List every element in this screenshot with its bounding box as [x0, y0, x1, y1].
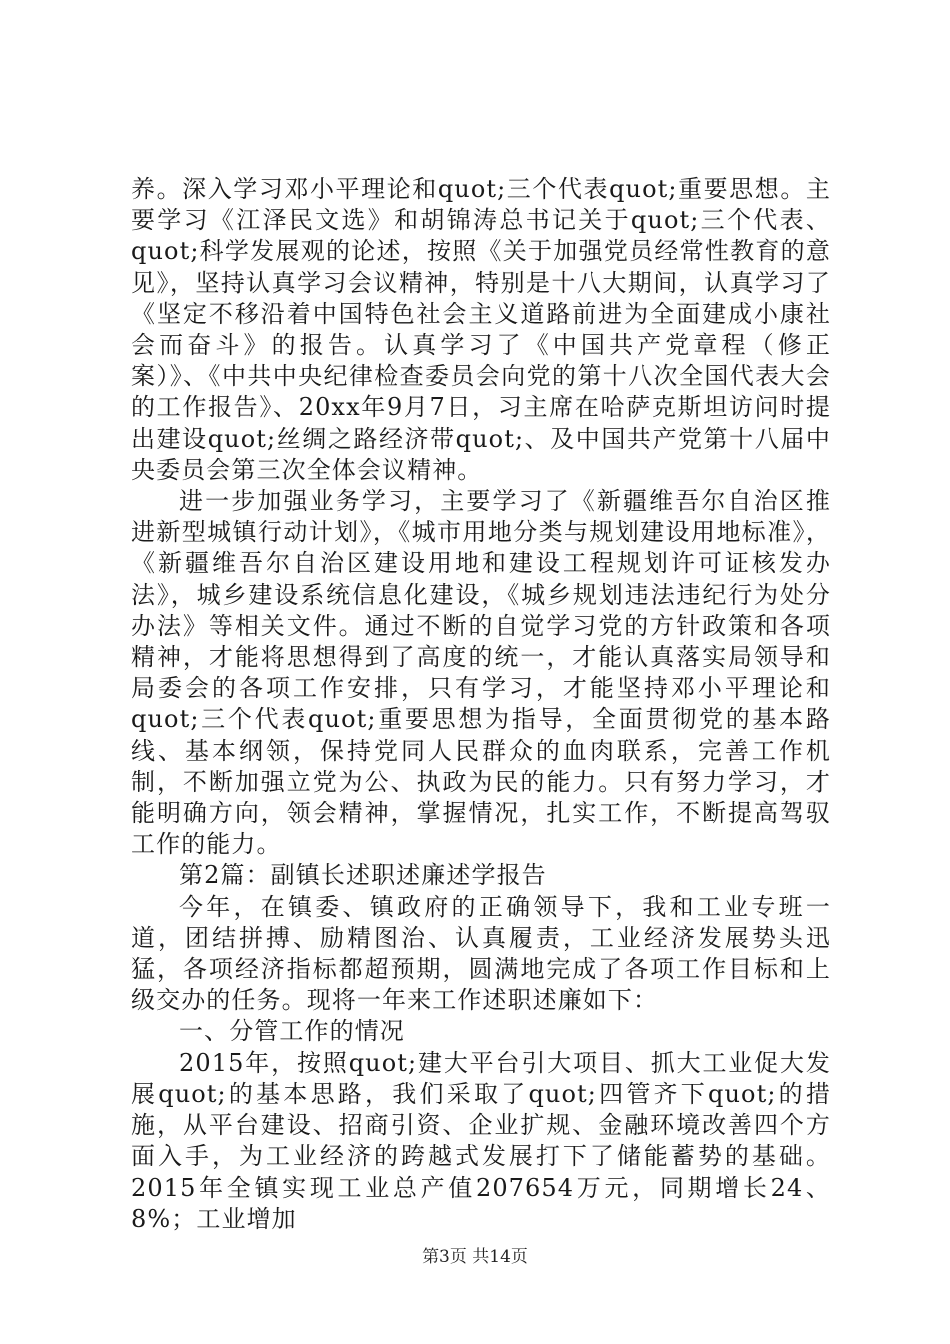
- document-body: [131, 174, 831, 1235]
- section-heading: 第2篇：副镇长述职述廉述学报告: [179, 861, 547, 890]
- paragraph-intro: 今年，在镇委、镇政府的正确领导下，我和工业专班一道，团结拼搏、励精图治、认真履责，工业经济发展势头迅猛，各项经济指标都超预期，圆满地完成了各项工作目标和上级交办的任务。现将一年来工作述职述廉如下：: [131, 892, 831, 1015]
- paragraph-2015-work: 2015年，按照quot;建大平台引大项目、抓大工业促大发展quot;的基本思路，我们采取了quot;四管齐下quot;的措施，从平台建设、招商引资、企业扩规、金融环境改善四个方面入手，为工业经济的跨越式发展打下了储能蓄势的基础。2015年全镇实现工业总产值207654万元，同期增长24、8%；工业增加: [131, 1048, 831, 1233]
- subsection-heading: 一、分管工作的情况: [179, 1017, 405, 1046]
- paragraph-business-study: 进一步加强业务学习，主要学习了《新疆维吾尔自治区推进新型城镇行动计划》，《城市用地分类与规划建设用地标准》，《新疆维吾尔自治区建设用地和建设工程规划许可证核发办法》，城乡建设系统信息化建设，《城乡规划违法违纪行为处分办法》等相关文件。通过不断的自觉学习党的方针政策和各项精神，才能将思想得到了高度的统一，才能认真落实局领导和局委会的各项工作安排，只有学习，才能坚持邓小平理论和quot;三个代表quot;重要思想为指导，全面贯彻党的基本路线、基本纲领，保持党同人民群众的血肉联系，完善工作机制，不断加强立党为公、执政为民的能力。只有努力学习，才能明确方向，领会精神，掌握情况，扎实工作，不断提高驾驭工作的能力。: [131, 487, 831, 859]
- page-number-footer: 第3页 共14页: [422, 1247, 528, 1267]
- paragraph-continued-study: 养。深入学习邓小平理论和quot;三个代表quot;重要思想。主要学习《江泽民文选》和胡锦涛总书记关于quot;三个代表、quot;科学发展观的论述，按照《关于加强党员经常性教育的意见》，坚持认真学习会议精神，特别是十八大期间，认真学习了《坚定不移沿着中国特色社会主义道路前进为全面建成小康社会而奋斗》的报告。认真学习了《中国共产党章程（修正案）》、《中共中央纪律检查委员会向党的第十八次全国代表大会的工作报告》、20xx年9月7日，习主席在哈萨克斯坦访问时提出建设quot;丝绸之路经济带quot;、及中国共产党第十八届中央委员会第三次全体会议精神。: [131, 175, 831, 484]
